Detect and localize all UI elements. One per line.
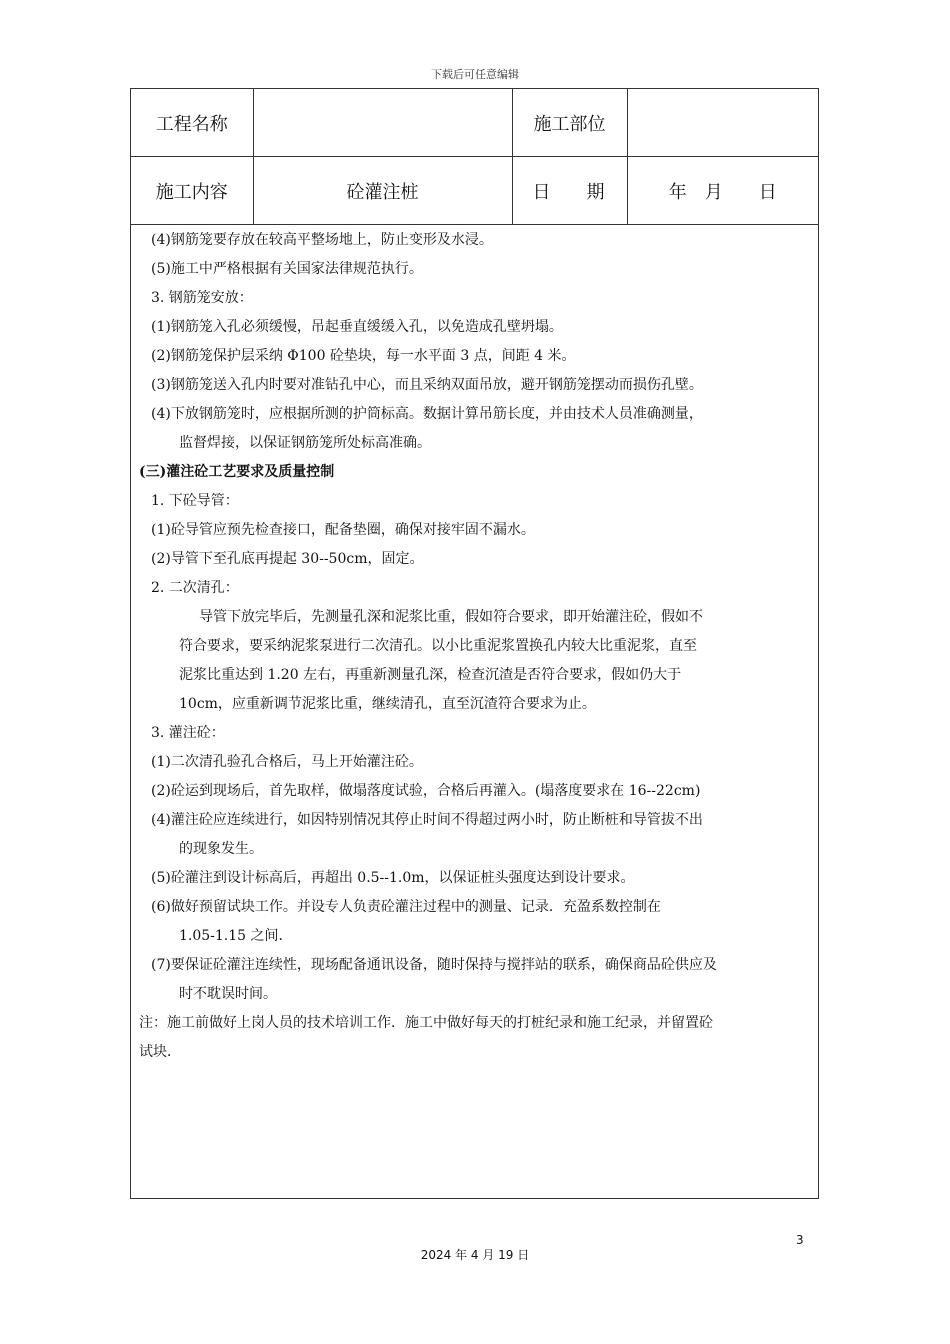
note-line: 注：施工前做好上岗人员的技术培训工作．施工中做好每天的打桩纪录和施工纪录，并留置砼: [139, 1015, 713, 1031]
body-line: (5)施工中严格根据有关国家法律规范执行。: [151, 261, 423, 277]
body-line: (7)要保证砼灌注连续性，现场配备通讯设备，随时保持与搅拌站的联系，确保商品砼供应及: [151, 957, 717, 973]
info-table: [131, 89, 818, 225]
paragraph-line: 符合要求，要采纳泥浆泵进行二次清孔。以小比重泥浆置换孔内较大比重泥浆，直至: [179, 638, 697, 654]
body-line: (1)钢筋笼入孔必须缓慢，吊起垂直缓缓入孔，以免造成孔壁坍塌。: [151, 319, 563, 335]
section-heading: 1. 下砼导管：: [151, 493, 239, 509]
note-line: 试块．: [139, 1044, 181, 1060]
date-label: 日 期: [512, 157, 627, 225]
body-line: (2)导管下至孔底再提起 30--50cm，固定。: [151, 551, 424, 567]
paragraph-line: 泥浆比重达到 1.20 左右，再重新测量孔深，检查沉渣是否符合要求，假如仍大于: [179, 667, 682, 683]
project-name-value: [253, 89, 512, 157]
document-frame: [130, 88, 819, 1199]
construction-content-value: 砼灌注桩: [253, 157, 512, 225]
project-name-label: 工程名称: [131, 89, 253, 157]
body-line: (3)钢筋笼送入孔内时要对准钻孔中心，而且采纳双面吊放，避开钢筋笼摆动而损伤孔壁。: [151, 377, 703, 393]
body-line: 时不耽误时间。: [179, 986, 277, 1002]
body-line: (5)砼灌注到设计标高后，再超出 0.5--1.0m，以保证桩头强度达到设计要求。: [151, 870, 635, 886]
date-value: 年 月 日: [627, 157, 818, 225]
info-row-1: [131, 89, 818, 157]
body-line: (1)二次清孔验孔合格后，马上开始灌注砼。: [151, 754, 423, 770]
construction-part-label: 施工部位: [512, 89, 627, 157]
footer-date: 2024 年 4 月 19 日: [420, 1248, 530, 1262]
body-line: (2)钢筋笼保护层采纳 Φ100 砼垫块，每一水平面 3 点，间距 4 米。: [151, 348, 576, 364]
body-line: (4)钢筋笼要存放在较高平整场地上，防止变形及水浸。: [151, 232, 493, 248]
construction-content-label: 施工内容: [131, 157, 253, 225]
section-heading: 2. 二次清孔：: [151, 580, 239, 596]
page-number: 3: [796, 1233, 804, 1247]
body-line: (4)灌注砼应连续进行，如因特别情况其停止时间不得超过两小时，防止断桩和导管拔不出: [151, 812, 703, 828]
body-line: 1.05-1.15 之间．: [179, 928, 293, 944]
info-row-2: [131, 157, 818, 225]
body-line: 的现象发生。: [179, 841, 263, 857]
paragraph-line: 导管下放完毕后，先测量孔深和泥浆比重，假如符合要求，即开始灌注砼，假如不: [199, 609, 703, 625]
body-line: (6)做好预留试块工作。并设专人负责砼灌注过程中的测量、记录．充盈系数控制在: [151, 899, 661, 915]
section-heading: 3. 钢筋笼安放：: [151, 290, 253, 306]
body-line: (2)砼运到现场后，首先取样，做塌落度试验，合格后再灌入。(塌落度要求在 16--22cm): [151, 783, 701, 799]
page-header-note: 下载后可任意编辑: [431, 68, 519, 81]
section-heading: 3. 灌注砼：: [151, 725, 225, 741]
construction-part-value: [627, 89, 818, 157]
body-text: [139, 226, 815, 1067]
body-line: 监督焊接，以保证钢筋笼所处标高准确。: [179, 435, 431, 451]
body-line: (4)下放钢筋笼时，应根据所测的护筒标高。数据计算吊筋长度，并由技术人员准确测量，: [151, 406, 703, 422]
paragraph-line: 10cm，应重新调节泥浆比重，继续清孔，直至沉渣符合要求为止。: [179, 696, 596, 712]
body-line: (1)砼导管应预先检查接口，配备垫圈，确保对接牢固不漏水。: [151, 522, 535, 538]
major-heading: (三)灌注砼工艺要求及质量控制: [139, 464, 335, 480]
